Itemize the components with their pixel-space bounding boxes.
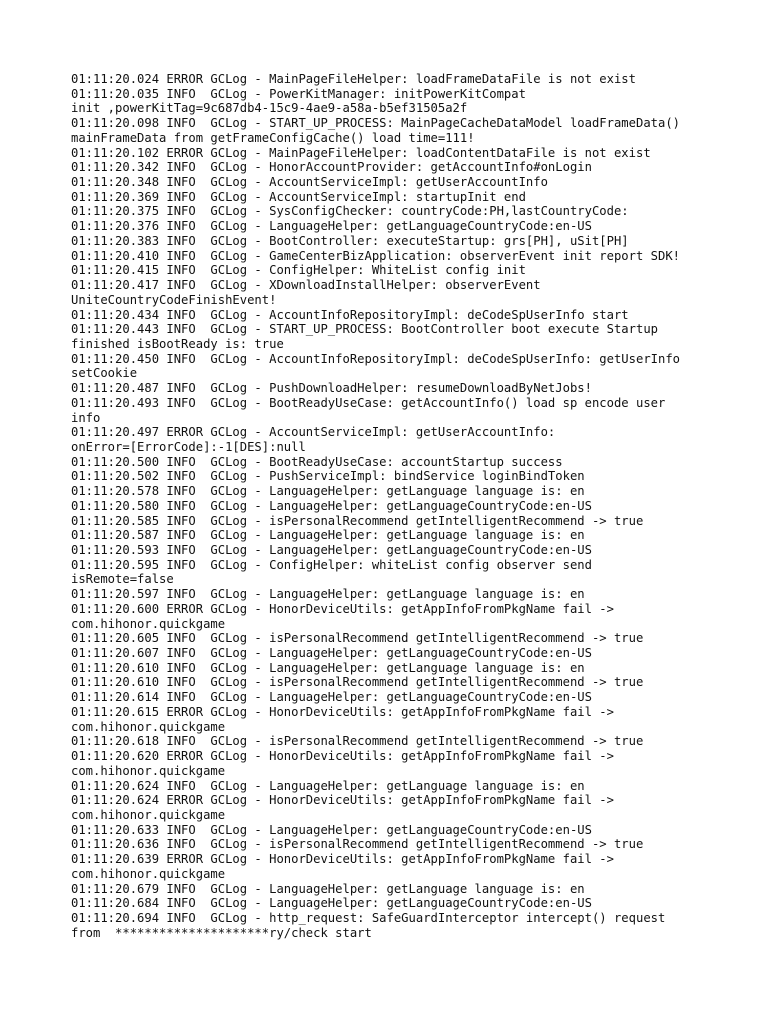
log-line: 01:11:20.595 INFO GCLog - ConfigHelper: whiteList config observer send — [71, 557, 592, 572]
log-document — [71, 72, 731, 940]
log-line: 01:11:20.639 ERROR GCLog - HonorDeviceUtils: getAppInfoFromPkgName fail -> — [71, 852, 614, 867]
log-line: 01:11:20.585 INFO GCLog - isPersonalRecommend getIntelligentRecommend -> true — [71, 513, 644, 528]
log-line: isRemote=false — [71, 572, 174, 587]
log-line: from *********************ry/check start — [71, 925, 372, 940]
log-line: 01:11:20.610 INFO GCLog - LanguageHelper: getLanguage language is: en — [71, 660, 585, 675]
log-text — [71, 72, 731, 940]
log-line: 01:11:20.624 ERROR GCLog - HonorDeviceUtils: getAppInfoFromPkgName fail -> — [71, 793, 614, 808]
log-line: 01:11:20.578 INFO GCLog - LanguageHelper: getLanguage language is: en — [71, 484, 585, 499]
log-line: com.hihonor.quickgame — [71, 719, 226, 734]
log-line: 01:11:20.620 ERROR GCLog - HonorDeviceUtils: getAppInfoFromPkgName fail -> — [71, 749, 614, 764]
log-line: 01:11:20.694 INFO GCLog - http_request: SafeGuardInterceptor intercept() request — [71, 910, 666, 925]
log-line: info — [71, 410, 101, 425]
log-line: 01:11:20.607 INFO GCLog - LanguageHelper: getLanguageCountryCode:en-US — [71, 646, 592, 661]
log-line: 01:11:20.450 INFO GCLog - AccountInfoRepositoryImpl: deCodeSpUserInfo: getUserInfo — [71, 351, 681, 366]
log-line: com.hihonor.quickgame — [71, 763, 226, 778]
log-line: 01:11:20.348 INFO GCLog - AccountServiceImpl: getUserAccountInfo — [71, 175, 548, 190]
log-line: 01:11:20.342 INFO GCLog - HonorAccountProvider: getAccountInfo#onLogin — [71, 160, 592, 175]
log-line: 01:11:20.410 INFO GCLog - GameCenterBizApplication: observerEvent init report SDK! — [71, 248, 681, 263]
log-line: 01:11:20.434 INFO GCLog - AccountInfoRepositoryImpl: deCodeSpUserInfo start — [71, 307, 629, 322]
log-line: com.hihonor.quickgame — [71, 866, 226, 881]
log-line: 01:11:20.098 INFO GCLog - START_UP_PROCESS: MainPageCacheDataModel loadFrameData() — [71, 116, 681, 131]
log-line: 01:11:20.102 ERROR GCLog - MainPageFileHelper: loadContentDataFile is not exist — [71, 145, 651, 160]
log-line: 01:11:20.615 ERROR GCLog - HonorDeviceUtils: getAppInfoFromPkgName fail -> — [71, 704, 614, 719]
log-line: 01:11:20.618 INFO GCLog - isPersonalRecommend getIntelligentRecommend -> true — [71, 734, 644, 749]
log-line: com.hihonor.quickgame — [71, 807, 226, 822]
log-line: 01:11:20.500 INFO GCLog - BootReadyUseCase: accountStartup success — [71, 454, 563, 469]
log-line: finished isBootReady is: true — [71, 336, 284, 351]
log-line: 01:11:20.679 INFO GCLog - LanguageHelper: getLanguage language is: en — [71, 881, 585, 896]
log-line: 01:11:20.587 INFO GCLog - LanguageHelper: getLanguage language is: en — [71, 528, 585, 543]
log-line: 01:11:20.369 INFO GCLog - AccountServiceImpl: startupInit end — [71, 189, 526, 204]
log-line: onError=[ErrorCode]:-1[DES]:null — [71, 439, 306, 454]
log-line: setCookie — [71, 366, 138, 381]
log-line: 01:11:20.443 INFO GCLog - START_UP_PROCESS: BootController boot execute Startup — [71, 322, 658, 337]
log-line: 01:11:20.375 INFO GCLog - SysConfigChecker: countryCode:PH,lastCountryCode: — [71, 204, 629, 219]
log-line: 01:11:20.383 INFO GCLog - BootController: executeStartup: grs[PH], uSit[PH] — [71, 233, 629, 248]
log-line: UniteCountryCodeFinishEvent! — [71, 292, 277, 307]
log-line: 01:11:20.580 INFO GCLog - LanguageHelper: getLanguageCountryCode:en-US — [71, 498, 592, 513]
log-line: 01:11:20.417 INFO GCLog - XDownloadInstallHelper: observerEvent — [71, 278, 541, 293]
log-line: 01:11:20.614 INFO GCLog - LanguageHelper: getLanguageCountryCode:en-US — [71, 690, 592, 705]
log-line: 01:11:20.624 INFO GCLog - LanguageHelper: getLanguage language is: en — [71, 778, 585, 793]
log-line: 01:11:20.605 INFO GCLog - isPersonalRecommend getIntelligentRecommend -> true — [71, 631, 644, 646]
log-line: 01:11:20.600 ERROR GCLog - HonorDeviceUtils: getAppInfoFromPkgName fail -> — [71, 601, 614, 616]
log-line: 01:11:20.487 INFO GCLog - PushDownloadHelper: resumeDownloadByNetJobs! — [71, 381, 592, 396]
log-line: 01:11:20.415 INFO GCLog - ConfigHelper: WhiteList config init — [71, 263, 526, 278]
log-line: 01:11:20.636 INFO GCLog - isPersonalRecommend getIntelligentRecommend -> true — [71, 837, 644, 852]
log-line: 01:11:20.376 INFO GCLog - LanguageHelper: getLanguageCountryCode:en-US — [71, 219, 592, 234]
log-line: 01:11:20.493 INFO GCLog - BootReadyUseCase: getAccountInfo() load sp encode user — [71, 395, 666, 410]
log-line: 01:11:20.497 ERROR GCLog - AccountServiceImpl: getUserAccountInfo: — [71, 425, 556, 440]
log-line: 01:11:20.502 INFO GCLog - PushServiceImpl: bindService loginBindToken — [71, 469, 585, 484]
log-line: 01:11:20.610 INFO GCLog - isPersonalRecommend getIntelligentRecommend -> true — [71, 675, 644, 690]
log-line: 01:11:20.593 INFO GCLog - LanguageHelper: getLanguageCountryCode:en-US — [71, 543, 592, 557]
log-line: mainFrameData from getFrameConfigCache() load time=111! — [71, 130, 475, 145]
log-line: 01:11:20.035 INFO GCLog - PowerKitManager: initPowerKitCompat — [71, 86, 526, 101]
log-line: 01:11:20.684 INFO GCLog - LanguageHelper: getLanguageCountryCode:en-US — [71, 896, 592, 911]
log-line: init ,powerKitTag=9c687db4-15c9-4ae9-a58a-b5ef31505a2f — [71, 101, 468, 116]
log-line: 01:11:20.597 INFO GCLog - LanguageHelper: getLanguage language is: en — [71, 587, 585, 602]
log-line: 01:11:20.024 ERROR GCLog - MainPageFileHelper: loadFrameDataFile is not exist — [71, 72, 636, 86]
log-line: com.hihonor.quickgame — [71, 616, 226, 631]
log-line: 01:11:20.633 INFO GCLog - LanguageHelper: getLanguageCountryCode:en-US — [71, 822, 592, 837]
